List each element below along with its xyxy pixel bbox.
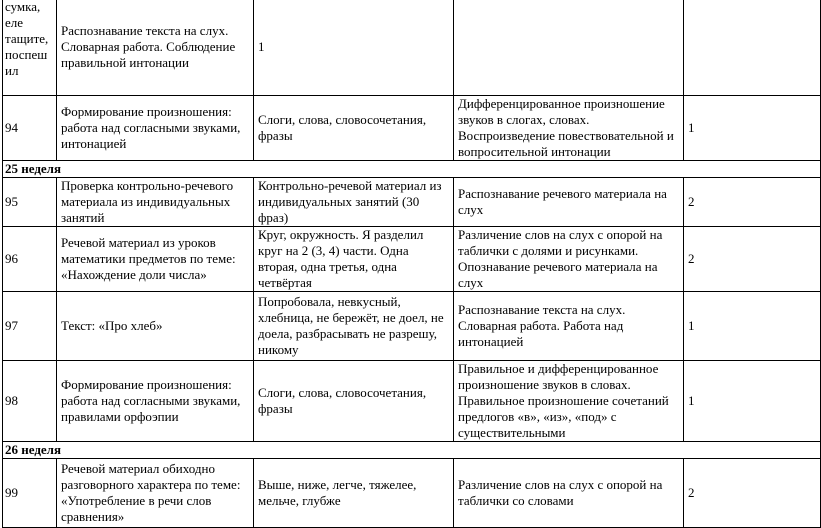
hours-cell: 1 — [684, 292, 821, 361]
table-row — [3, 459, 821, 528]
lesson-topic-cell: Проверка контрольно-речевого материала из индивидуальных занятий — [57, 178, 254, 227]
hours-cell: 1 — [684, 96, 821, 161]
activity-cell: Дифференцированное произношение звуков в слогах, словах. Воспроизведение повествовательной и вопросительной интонации — [454, 96, 684, 161]
activity-cell: Различение слов на слух с опорой на таблички с долями и рисунками. Опознавание речевого материала на слух — [454, 227, 684, 292]
week-label: 25 неделя — [3, 161, 821, 178]
hours-cell: 1 — [684, 361, 821, 442]
lesson-topic-cell: Речевой материал обиходно разговорного характера по теме: «Употребление в речи слов сравнения» — [57, 459, 254, 528]
lesson-topic-cell: Текст: «Про хлеб» — [57, 292, 254, 361]
activity-cell — [454, 0, 684, 96]
table-row — [3, 361, 821, 442]
lesson-number-cell: сумка, еле тащите, поспешил — [3, 0, 57, 96]
lesson-topic-cell: Речевой материал из уроков математики предметов по теме: «Нахождение доли числа» — [57, 227, 254, 292]
hours-cell — [684, 0, 821, 96]
table-row — [3, 292, 821, 361]
lesson-topic-cell: Распознавание текста на слух. Словарная работа. Соблюдение правильной интонации — [57, 0, 254, 96]
lesson-number-cell: 98 — [3, 361, 57, 442]
table-row — [3, 178, 821, 227]
week-label: 26 неделя — [3, 442, 821, 459]
speech-material-cell: Выше, ниже, легче, тяжелее, мельче, глубже — [254, 459, 454, 528]
lesson-topic-cell: Формирование произношения: работа над согласными звуками, интонацией — [57, 96, 254, 161]
speech-material-cell: 1 — [254, 0, 454, 96]
lesson-number-cell: 97 — [3, 292, 57, 361]
hours-cell: 2 — [684, 227, 821, 292]
speech-material-cell: Круг, окружность. Я разделил круг на 2 (3, 4) части. Одна вторая, одна третья, одна четвёртая — [254, 227, 454, 292]
speech-material-cell: Слоги, слова, словосочетания, фразы — [254, 96, 454, 161]
speech-material-cell: Контрольно-речевой материал из индивидуальных занятий (30 фраз) — [254, 178, 454, 227]
lesson-number-cell: 94 — [3, 96, 57, 161]
activity-cell: Различение слов на слух с опорой на таблички со словами — [454, 459, 684, 528]
hours-cell: 2 — [684, 178, 821, 227]
week-header-row — [3, 161, 821, 178]
table-row — [3, 227, 821, 292]
speech-material-cell: Попробовала, невкусный, хлебница, не бережёт, не доел, не доела, разбрасывать не разрешу, никому — [254, 292, 454, 361]
week-header-row — [3, 442, 821, 459]
lesson-number-cell: 95 — [3, 178, 57, 227]
speech-material-cell: Слоги, слова, словосочетания, фразы — [254, 361, 454, 442]
lesson-plan-table — [2, 0, 821, 528]
lesson-number-cell: 99 — [3, 459, 57, 528]
table-row — [3, 0, 821, 96]
table-row — [3, 96, 821, 161]
lesson-topic-cell: Формирование произношения: работа над согласными звуками, правилами орфоэпии — [57, 361, 254, 442]
activity-cell: Распознавание текста на слух. Словарная работа. Работа над интонацией — [454, 292, 684, 361]
lesson-number-cell: 96 — [3, 227, 57, 292]
hours-cell: 2 — [684, 459, 821, 528]
activity-cell: Распознавание речевого материала на слух — [454, 178, 684, 227]
activity-cell: Правильное и дифференцированное произношение звуков в словах. Правильное произношение сочетаний предлогов «в», «из», «под» с существительными — [454, 361, 684, 442]
